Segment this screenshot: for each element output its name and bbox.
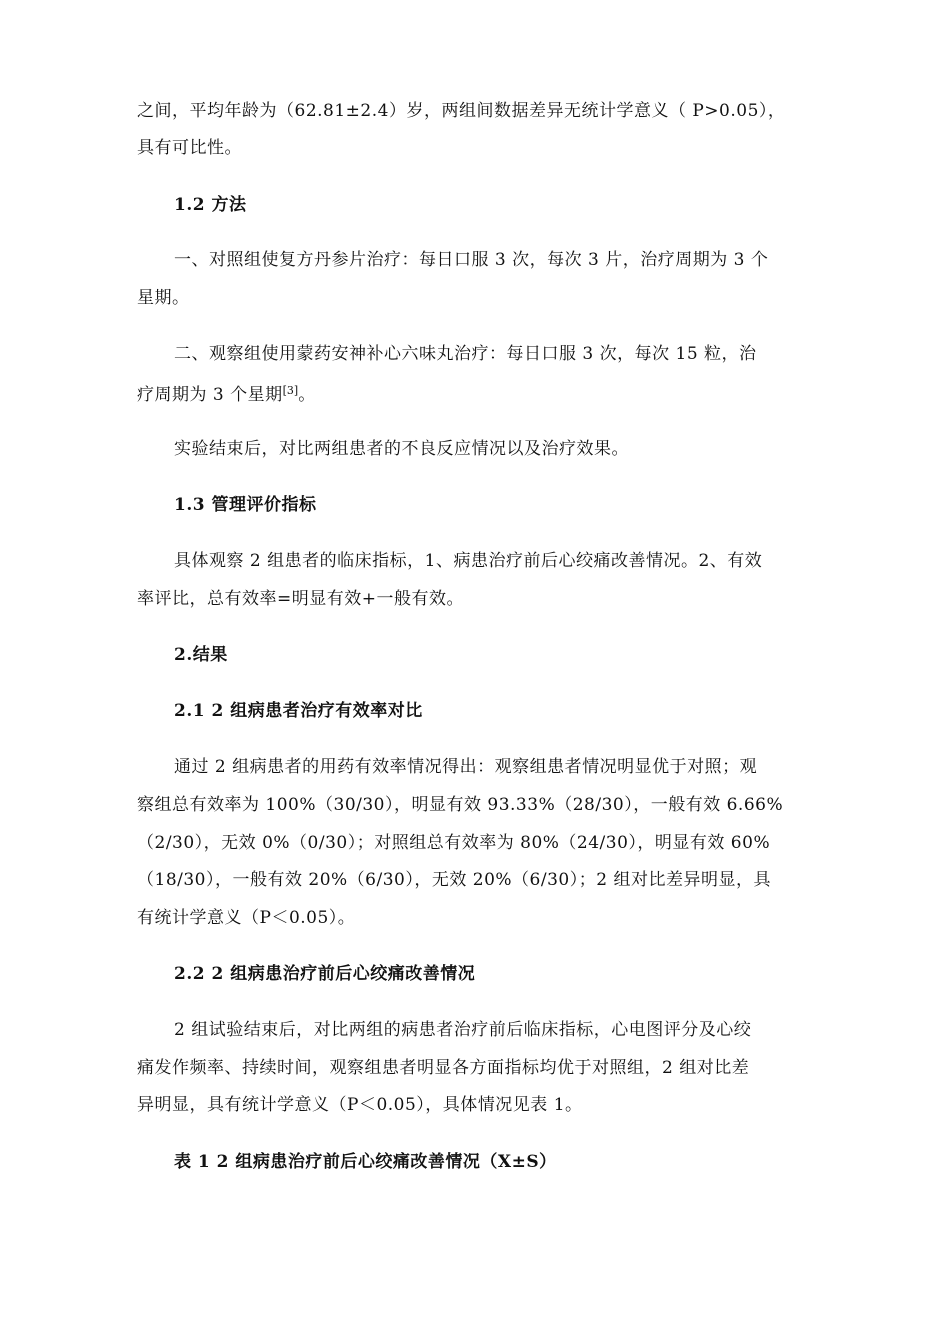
- paragraph-line: 通过 2 组病患者的用药有效率情况得出：观察组患者情况明显优于对照；观: [174, 757, 758, 777]
- paragraph-line-with-citation: [137, 381, 316, 405]
- section-heading: 2.结果: [174, 645, 228, 665]
- section-heading: 1.3 管理评价指标: [174, 495, 317, 515]
- paragraph-line: 之间，平均年龄为（62.81±2.4）岁，两组间数据差异无统计学意义（ P>0.05），: [137, 101, 786, 121]
- paragraph-line: 2 组试验结束后，对比两组的病患者治疗前后临床指标，心电图评分及心绞: [174, 1020, 752, 1040]
- section-heading: 1.2 方法: [174, 195, 247, 215]
- citation-reference: [3]: [282, 384, 299, 397]
- paragraph-line: （18/30），一般有效 20%（6/30），无效 20%（6/30）；2 组对比差异明显，具: [137, 870, 771, 890]
- subsection-heading: 2.2 2 组病患治疗前后心绞痛改善情况: [174, 964, 476, 984]
- paragraph-line: 异明显，具有统计学意义（P＜0.05），具体情况见表 1。: [137, 1095, 583, 1115]
- paragraph-line: 痛发作频率、持续时间，观察组患者明显各方面指标均优于对照组，2 组对比差: [137, 1058, 750, 1078]
- paragraph-line: 星期。: [137, 288, 190, 308]
- paragraph-line: 率评比，总有效率=明显有效+一般有效。: [137, 589, 464, 609]
- paragraph-punctuation: 。: [298, 385, 316, 405]
- paragraph-line: 二、观察组使用蒙药安神补心六味丸治疗：每日口服 3 次，每次 15 粒，治: [174, 344, 757, 364]
- paragraph-line: （2/30），无效 0%（0/30）；对照组总有效率为 80%（24/30），明显有效 60%: [137, 833, 771, 853]
- paragraph-line: 实验结束后，对比两组患者的不良反应情况以及治疗效果。: [174, 439, 629, 459]
- subsection-heading: 2.1 2 组病患者治疗有效率对比: [174, 701, 423, 721]
- table-caption: 表 1 2 组病患治疗前后心绞痛改善情况（X±S）: [174, 1152, 557, 1172]
- paragraph-line: 具有可比性。: [137, 138, 242, 158]
- paragraph-line: 有统计学意义（P＜0.05）。: [137, 908, 356, 928]
- paragraph-line: 一、对照组使复方丹参片治疗：每日口服 3 次，每次 3 片，治疗周期为 3 个: [174, 250, 769, 270]
- paragraph-text: 疗周期为 3 个星期: [137, 385, 283, 405]
- paragraph-line: 具体观察 2 组患者的临床指标，1、病患治疗前后心绞痛改善情况。2、有效: [174, 551, 763, 571]
- paragraph-line: 察组总有效率为 100%（30/30），明显有效 93.33%（28/30），一般有效 6.66%: [137, 795, 784, 815]
